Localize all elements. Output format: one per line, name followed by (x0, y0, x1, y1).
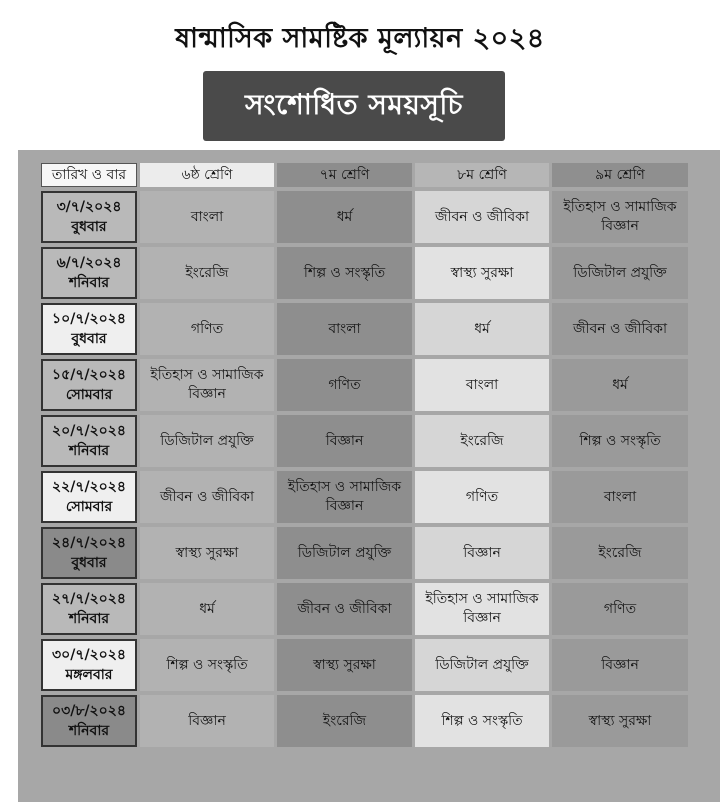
class-7-subject: জীবন ও জীবিকা (277, 583, 412, 635)
class-8-subject: বিজ্ঞান (415, 527, 549, 579)
weekday: শনিবার (68, 275, 110, 291)
revised-schedule-label: সংশোধিত সময়সূচি (244, 87, 464, 121)
date-cell (41, 191, 137, 243)
date: ৬/৭/২০২৪ (56, 255, 122, 271)
table-row (41, 695, 688, 747)
class-7-subject: গণিত (277, 359, 412, 411)
class-8-subject: ডিজিটাল প্রযুক্তি (415, 639, 549, 691)
table-row (41, 247, 688, 299)
class-9-subject: বিজ্ঞান (552, 639, 688, 691)
table-row (41, 191, 688, 243)
weekday: মঙ্গলবার (65, 667, 113, 683)
date-cell (41, 639, 137, 691)
date: ২৭/৭/২০২৪ (52, 591, 126, 607)
class-9-subject: ইংরেজি (552, 527, 688, 579)
date-cell (41, 247, 137, 299)
class-9-subject: ধর্ম (552, 359, 688, 411)
table-row (41, 583, 688, 635)
class-7-subject: ধর্ম (277, 191, 412, 243)
date-cell (41, 471, 137, 523)
class-8-subject: ইংরেজি (415, 415, 549, 467)
class-8-subject: স্বাস্থ্য সুরক্ষা (415, 247, 549, 299)
class-6-subject: গণিত (140, 303, 274, 355)
date-cell (41, 359, 137, 411)
header-class-8: ৮ম শ্রেণি (415, 163, 549, 187)
exam-title: ষান্মাসিক সামষ্টিক মূল্যায়ন ২০২৪ (175, 23, 545, 54)
header-class-7: ৭ম শ্রেণি (277, 163, 412, 187)
class-7-subject: বিজ্ঞান (277, 415, 412, 467)
date-cell (41, 415, 137, 467)
weekday: শনিবার (68, 611, 110, 627)
date: ২২/৭/২০২৪ (52, 479, 126, 495)
class-7-subject: ইংরেজি (277, 695, 412, 747)
table-row (41, 359, 688, 411)
class-8-subject: শিল্প ও সংস্কৃতি (415, 695, 549, 747)
date: ১০/৭/২০২৪ (52, 311, 126, 327)
class-9-subject: ইতিহাস ও সামাজিক বিজ্ঞান (552, 191, 688, 243)
date-cell (41, 303, 137, 355)
table-header-row (41, 163, 688, 187)
table-row (41, 527, 688, 579)
exam-schedule-table (38, 159, 691, 751)
revised-schedule-banner (203, 71, 505, 141)
class-8-subject: ইতিহাস ও সামাজিক বিজ্ঞান (415, 583, 549, 635)
table-row (41, 639, 688, 691)
class-6-subject: ধর্ম (140, 583, 274, 635)
date: ২৪/৭/২০২৪ (52, 535, 126, 551)
weekday: বুধবার (71, 331, 107, 347)
date-cell (41, 527, 137, 579)
class-9-subject: জীবন ও জীবিকা (552, 303, 688, 355)
weekday: শনিবার (68, 443, 110, 459)
class-6-subject: স্বাস্থ্য সুরক্ষা (140, 527, 274, 579)
date: ৩/৭/২০২৪ (56, 199, 122, 215)
class-6-subject: বাংলা (140, 191, 274, 243)
class-9-subject: স্বাস্থ্য সুরক্ষা (552, 695, 688, 747)
class-6-subject: ইতিহাস ও সামাজিক বিজ্ঞান (140, 359, 274, 411)
class-8-subject: গণিত (415, 471, 549, 523)
table-row (41, 303, 688, 355)
header-date-day: তারিখ ও বার (41, 163, 137, 187)
class-7-subject: স্বাস্থ্য সুরক্ষা (277, 639, 412, 691)
date: ৩০/৭/২০২৪ (52, 647, 126, 663)
class-6-subject: শিল্প ও সংস্কৃতি (140, 639, 274, 691)
weekday: শনিবার (68, 723, 110, 739)
weekday: বুধবার (71, 555, 107, 571)
class-7-subject: ডিজিটাল প্রযুক্তি (277, 527, 412, 579)
class-6-subject: ডিজিটাল প্রযুক্তি (140, 415, 274, 467)
class-8-subject: বাংলা (415, 359, 549, 411)
weekday: সোমবার (65, 499, 113, 515)
class-9-subject: শিল্প ও সংস্কৃতি (552, 415, 688, 467)
class-6-subject: জীবন ও জীবিকা (140, 471, 274, 523)
class-6-subject: বিজ্ঞান (140, 695, 274, 747)
table-row (41, 471, 688, 523)
class-7-subject: বাংলা (277, 303, 412, 355)
class-9-subject: বাংলা (552, 471, 688, 523)
date: ০৩/৮/২০২৪ (52, 703, 126, 719)
class-9-subject: ডিজিটাল প্রযুক্তি (552, 247, 688, 299)
class-9-subject: গণিত (552, 583, 688, 635)
date-cell (41, 695, 137, 747)
table-row (41, 415, 688, 467)
weekday: সোমবার (65, 387, 113, 403)
header-class-6: ৬ষ্ঠ শ্রেণি (140, 163, 274, 187)
class-7-subject: শিল্প ও সংস্কৃতি (277, 247, 412, 299)
class-7-subject: ইতিহাস ও সামাজিক বিজ্ঞান (277, 471, 412, 523)
weekday: বুধবার (71, 219, 107, 235)
header-class-9: ৯ম শ্রেণি (552, 163, 688, 187)
class-8-subject: ধর্ম (415, 303, 549, 355)
date-cell (41, 583, 137, 635)
class-8-subject: জীবন ও জীবিকা (415, 191, 549, 243)
class-6-subject: ইংরেজি (140, 247, 274, 299)
date: ১৫/৭/২০২৪ (52, 367, 126, 383)
date: ২০/৭/২০২৪ (52, 423, 126, 439)
